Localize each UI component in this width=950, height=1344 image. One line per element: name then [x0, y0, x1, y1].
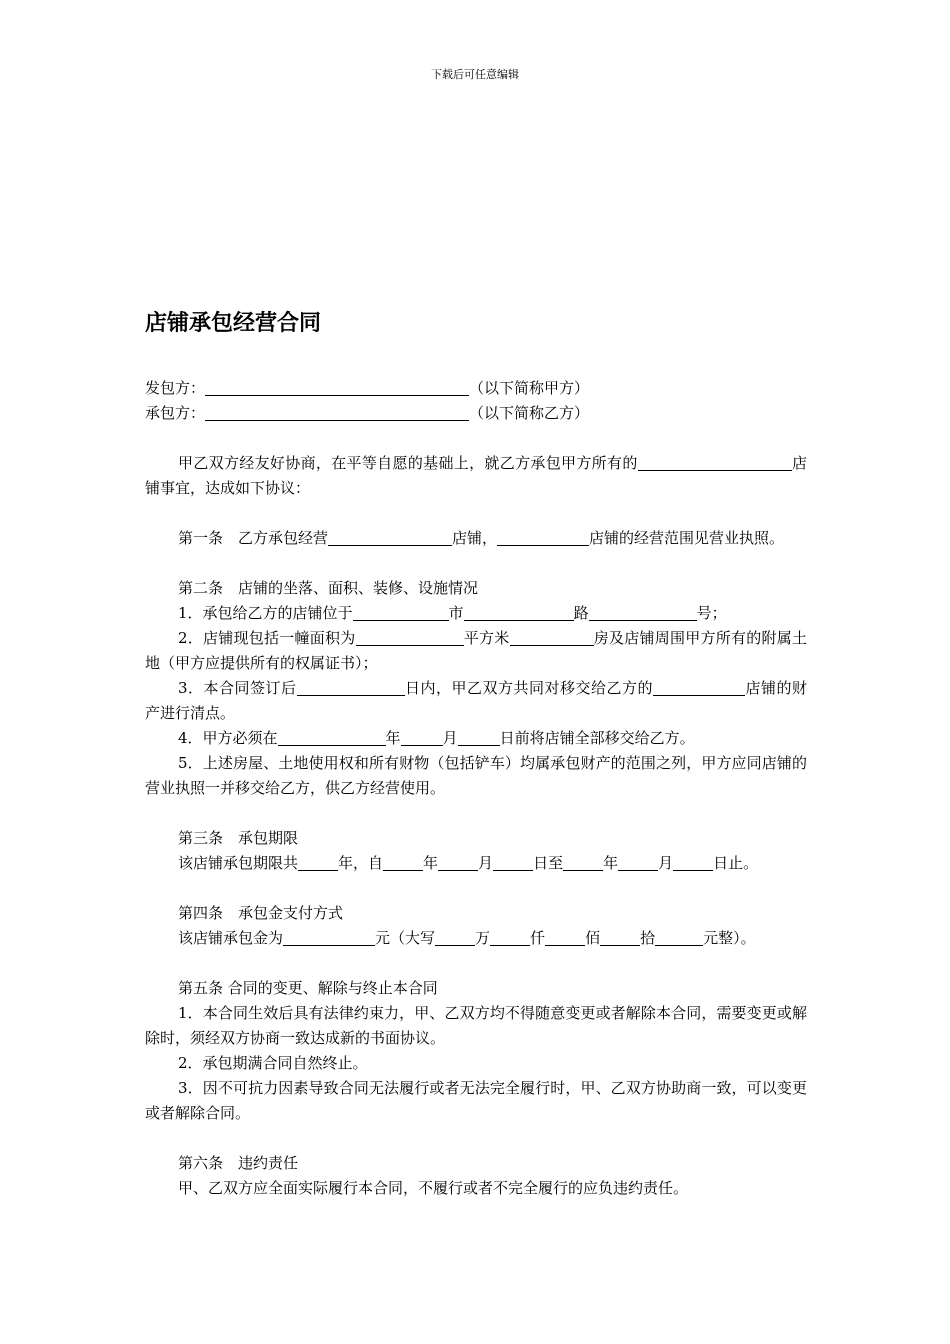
blank-field[interactable] — [356, 629, 464, 646]
issuer-line: 发包方： （以下简称甲方） — [145, 379, 590, 397]
document-body — [145, 308, 807, 1201]
blank-field[interactable] — [589, 604, 697, 621]
blank-field[interactable] — [283, 929, 375, 946]
blank-field[interactable] — [673, 854, 713, 871]
article-2-item-5: 5．上述房屋、土地使用权和所有财物（包括铲车）均属承包财产的范围之列，甲方应同店铺的营业执照一并移交给乙方，供乙方经营使用。 — [145, 754, 807, 797]
article-3-body: 该店铺承包期限共 年，自 年 月 日至 年 月 日止。 — [178, 854, 759, 872]
blank-field[interactable] — [298, 854, 338, 871]
blank-field[interactable] — [297, 679, 405, 696]
blank-field[interactable] — [458, 729, 500, 746]
blank-field[interactable] — [401, 729, 443, 746]
blank-field[interactable] — [490, 929, 530, 946]
intro-paragraph: 甲乙双方经友好协商，在平等自愿的基础上，就乙方承包甲方所有的 店铺事宜，达成如下协议： — [145, 454, 807, 497]
article-6-heading: 第六条 违约责任 — [178, 1154, 299, 1172]
blank-field[interactable] — [766, 454, 792, 471]
blank-field[interactable] — [278, 729, 386, 746]
blank-field[interactable] — [383, 854, 423, 871]
blank-field[interactable] — [353, 604, 449, 621]
blank-field[interactable] — [600, 929, 640, 946]
blank-field[interactable] — [497, 529, 589, 546]
article-5-heading: 第五条 合同的变更、解除与终止本合同 — [178, 979, 438, 997]
article-6-body: 甲、乙双方应全面实际履行本合同，不履行或者不完全履行的应负违约责任。 — [178, 1179, 689, 1197]
blank-field[interactable] — [205, 379, 469, 396]
blank-field[interactable] — [655, 929, 703, 946]
page-header: 下载后可任意编辑 — [431, 68, 519, 81]
article-3-heading: 第三条 承包期限 — [178, 829, 299, 847]
contractor-line: 承包方： （以下简称乙方） — [145, 404, 590, 422]
blank-field[interactable] — [545, 929, 585, 946]
blank-field[interactable] — [464, 604, 574, 621]
article-2-item-2: 2．店铺现包括一幢面积为 平方米 房及店铺周围甲方所有的附属土地（甲方应提供所有的权属证书）； — [145, 629, 807, 672]
article-2-item-4: 4．甲方必须在 年 月 日前将店铺全部移交给乙方。 — [178, 729, 695, 747]
article-5-item-1: 1．本合同生效后具有法律约束力，甲、乙双方均不得随意变更或者解除本合同，需要变更或解除时，须经双方协商一致达成新的书面协议。 — [145, 1004, 807, 1047]
article-4-heading: 第四条 承包金支付方式 — [178, 904, 344, 922]
article-4-body: 该店铺承包金为 元（大写 万 仟 佰 拾 元整）。 — [178, 929, 756, 947]
blank-field[interactable] — [653, 679, 745, 696]
blank-field[interactable] — [328, 529, 452, 546]
article-2-item-3: 3．本合同签订后 日内，甲乙双方共同对移交给乙方的 店铺的财产进行清点。 — [145, 679, 807, 722]
article-1: 第一条 乙方承包经营 店铺， 店铺的经营范围见营业执照。 — [178, 529, 785, 547]
article-5-item-3: 3．因不可抗力因素导致合同无法履行或者无法完全履行时，甲、乙双方协助商一致，可以变更或者解除合同。 — [145, 1079, 807, 1122]
blank-field[interactable] — [563, 854, 603, 871]
blank-field[interactable] — [638, 454, 766, 471]
article-5-item-2: 2．承包期满合同自然终止。 — [178, 1054, 368, 1072]
article-2-heading: 第二条 店铺的坐落、面积、装修、设施情况 — [178, 579, 479, 597]
article-2-item-1: 1．承包给乙方的店铺位于 市 路 号； — [178, 604, 727, 622]
blank-field[interactable] — [435, 929, 475, 946]
blank-field[interactable] — [205, 404, 469, 421]
blank-field[interactable] — [510, 629, 594, 646]
blank-field[interactable] — [618, 854, 658, 871]
blank-field[interactable] — [438, 854, 478, 871]
blank-field[interactable] — [493, 854, 533, 871]
document-title: 店铺承包经营合同 — [145, 311, 322, 336]
